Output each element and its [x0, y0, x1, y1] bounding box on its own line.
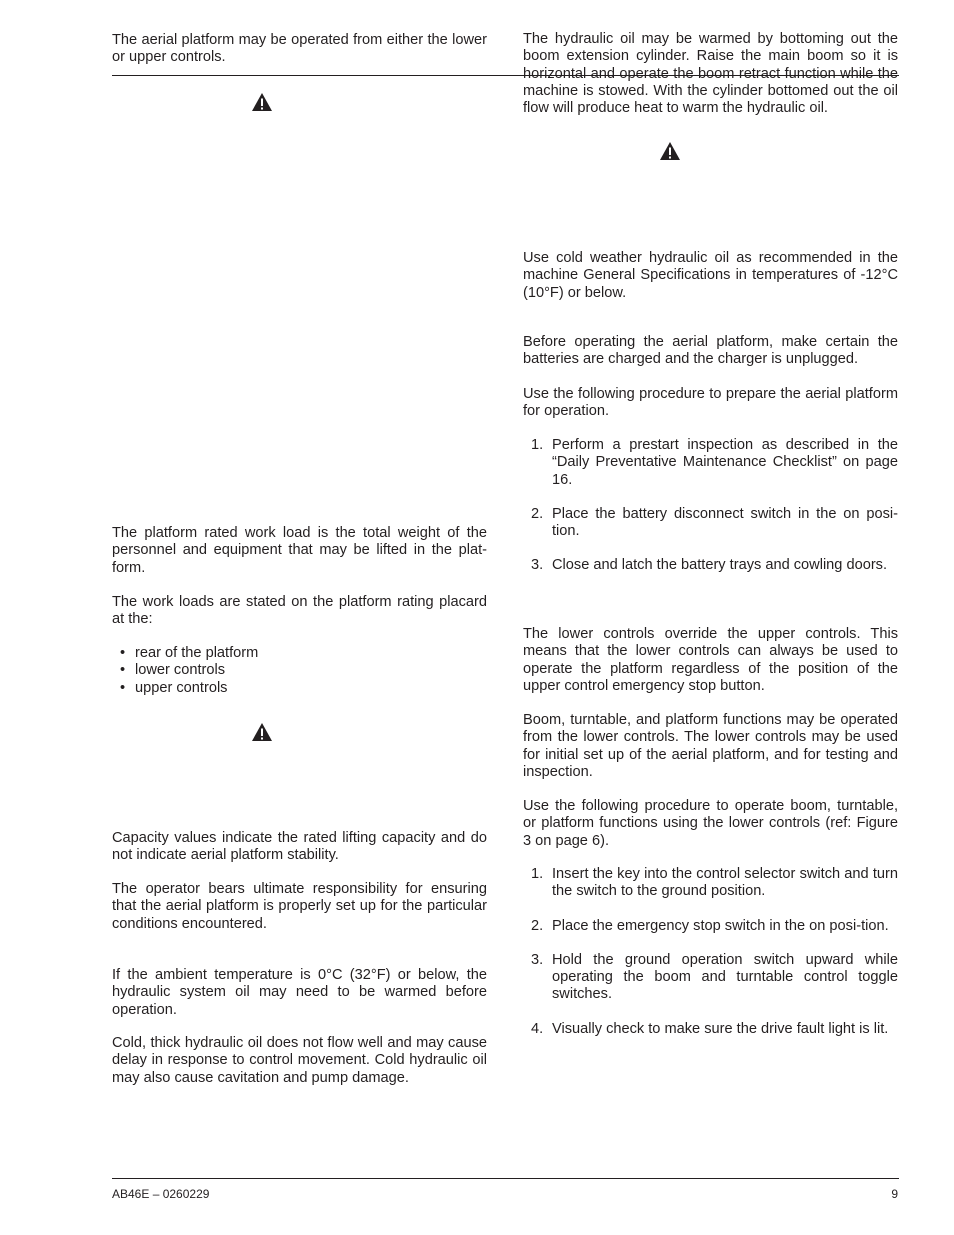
paragraph-operate-procedure: Use the following procedure to operate boom, turntable, or platform functions using the lower controls (ref: Figure 3 on page 6). [523, 798, 898, 849]
list-item: 1. Insert the key into the control selector switch and turn the switch to the ground position. [531, 866, 898, 900]
paragraph-responsibility: The operator bears ultimate responsibility for ensuring that the aerial platform is properly set up for the particular conditions encountered. [112, 881, 487, 932]
warning-triangle-icon [251, 92, 273, 112]
warning-triangle-icon [659, 141, 681, 161]
paragraph-warm-oil: The hydraulic oil may be warmed by bottoming out the boom extension cylinder. Raise the main boom so it is horizontal and operate the boom retract function while the machine is stowed. With the cylinder bottomed out the oil flow will produce heat to warm the hydraulic oil. [523, 31, 898, 117]
list-item: 2. Place the emergency stop switch in the on posi-tion. [531, 917, 889, 934]
paragraph-rated-load: The platform rated work load is the total weight of the personnel and equipment that may be lifted in the plat-form. [112, 525, 487, 576]
paragraph-batteries: Before operating the aerial platform, make certain the batteries are charged and the charger is unplugged. [523, 334, 898, 368]
operate-steps [523, 866, 898, 1038]
paragraph-ambient: If the ambient temperature is 0°C (32°F) or below, the hydraulic system oil may need to be warmed before operation. [112, 967, 487, 1018]
list-item: • upper controls [112, 680, 487, 697]
paragraph-override: The lower controls override the upper controls. This means that the lower controls can always be used to operate the platform regardless of the position of the upper control emergency stop button. [523, 626, 898, 694]
paragraph-capacity: Capacity values indicate the rated lifting capacity and do not indicate aerial platform stability. [112, 830, 487, 864]
list-item: 4. Visually check to make sure the drive fault light is lit. [531, 1020, 889, 1037]
footer-doc-id: AB46E – 0260229 [112, 1187, 210, 1201]
page-number: 9 [891, 1187, 898, 1201]
footer-rule [112, 1178, 899, 1179]
paragraph-operate: The aerial platform may be operated from either the lower or upper controls. [112, 32, 487, 66]
list-item: 3. Hold the ground operation switch upward while operating the boom and turntable control toggle switches. [531, 951, 898, 1003]
list-item: 2. Place the battery disconnect switch in the on posi-tion. [531, 505, 898, 540]
paragraph-prepare: Use the following procedure to prepare the aerial platform for operation. [523, 386, 898, 420]
paragraph-cold-oil: Cold, thick hydraulic oil does not flow well and may cause delay in response to control movement. Cold hydraulic oil may also cause cavitation and pump damage. [112, 1035, 487, 1086]
list-item: • rear of the platform [112, 645, 487, 662]
placard-location-list [112, 645, 487, 697]
paragraph-functions: Boom, turntable, and platform functions may be operated from the lower controls. The lower controls may be used for initial set up of the aerial platform, and for testing and inspection. [523, 712, 898, 780]
list-item: • lower controls [112, 662, 487, 679]
paragraph-work-loads: The work loads are stated on the platform rating placard at the: [112, 594, 487, 628]
paragraph-cold-weather-oil: Use cold weather hydraulic oil as recommended in the machine General Specifications in temperatures of -12°C (10°F) or below. [523, 250, 898, 301]
warning-triangle-icon [251, 722, 273, 742]
prepare-steps [523, 437, 898, 575]
list-item: 1. Perform a prestart inspection as described in the “Daily Preventative Maintenance Checklist” on page 16. [531, 437, 898, 488]
list-item: 3. Close and latch the battery trays and cowling doors. [531, 557, 888, 574]
